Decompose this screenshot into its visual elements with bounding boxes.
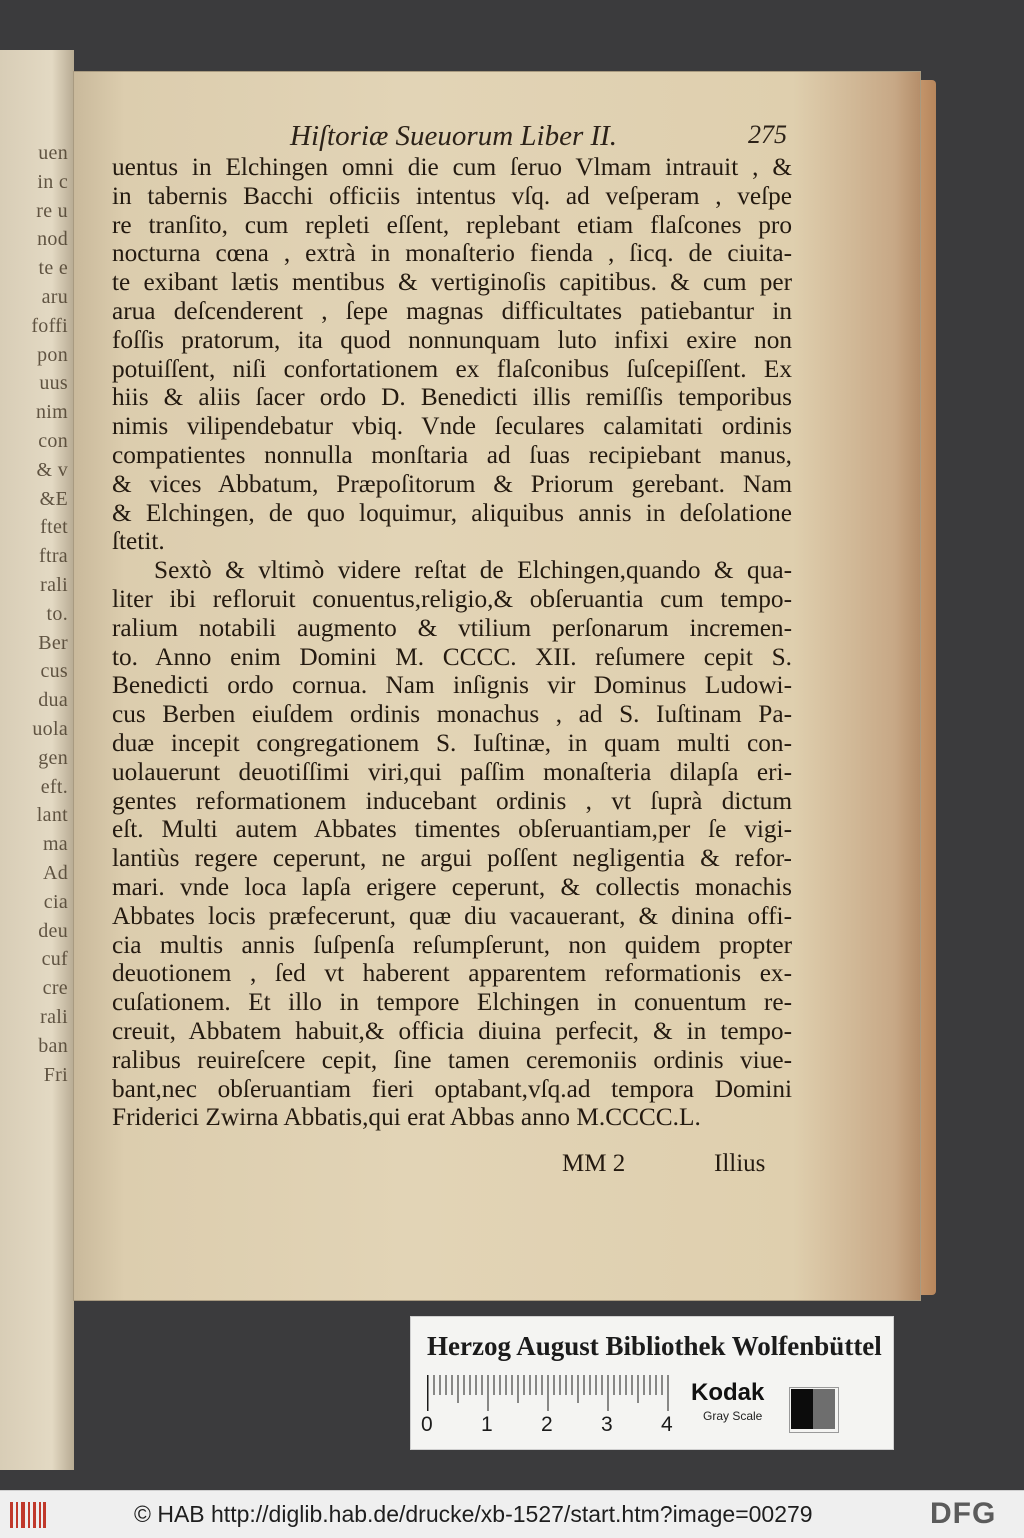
- left-page-fragment: uola: [32, 718, 68, 740]
- library-label-card: [410, 1316, 894, 1450]
- dfg-logo: DFG: [930, 1497, 997, 1530]
- text-line: lantiùs regere ceperunt, ne argui poſſent negligentia & refor-: [112, 844, 792, 873]
- text-line: te exibant lætis mentibus & vertiginoſis capitibus. & cum per: [112, 268, 792, 297]
- text-line: cuſationem. Et illo in tempore Elchingen in conuentum re-: [112, 988, 792, 1017]
- left-page-fragment: ban: [38, 1034, 68, 1057]
- left-page-fragment: nod: [37, 228, 68, 251]
- text-line: re tranſito, cum repleti eſſent, replebant etiam flaſcones pro: [112, 210, 792, 239]
- barcode-icon: [10, 1500, 46, 1530]
- left-page-fragment: cre: [42, 977, 68, 1000]
- ruler-number: 4: [661, 1413, 673, 1436]
- text-line: ſtetit.: [112, 527, 165, 556]
- page-number: 275: [748, 120, 787, 149]
- signature-mark: MM 2: [562, 1150, 626, 1177]
- text-line: bant,nec obſeruantiam fieri optabant,vſq.ad tempora Domini: [112, 1074, 792, 1103]
- gray-swatch: [813, 1389, 835, 1429]
- ruler-number: 1: [481, 1413, 493, 1436]
- text-line: nocturna cœna , extrà in monaſterio fienda , ſicq. de ciuita-: [112, 239, 792, 268]
- left-page-fragment: Ad: [42, 862, 68, 884]
- text-line: cia multis annis ſuſpenſa reſumpſerunt, non quidem propter: [112, 930, 792, 959]
- left-page-fragment: ftra: [39, 545, 68, 568]
- left-page-fragment: Ber: [38, 631, 68, 654]
- left-page-fragment: eft.: [40, 775, 68, 798]
- ruler-number: 0: [421, 1413, 433, 1436]
- text-line: in tabernis Bacchi officiis intentus vſq. ad veſperam , veſpe: [112, 181, 792, 210]
- text-line: & vices Abbatum, Præpoſitorum & Priorum gerebant. Nam: [112, 469, 792, 498]
- left-page-fragment: aru: [41, 286, 68, 308]
- left-page-fragment: deu: [38, 919, 68, 942]
- left-page-fragment: & v: [36, 458, 68, 481]
- left-page-fragment: nim: [35, 401, 68, 424]
- left-page-fragment: con: [38, 430, 68, 452]
- left-page-fragment: Fri: [43, 1063, 68, 1086]
- left-page-fragment: rali: [40, 574, 68, 596]
- left-page-fragment: uen: [38, 142, 68, 164]
- text-line: cus Berben eiuſdem ordinis monachus , ad S. Iuſtinam Pa-: [112, 700, 792, 729]
- left-page-fragment: &E: [39, 487, 68, 510]
- kodak-brand: Kodak: [691, 1379, 765, 1406]
- text-line: mari. vnde loca lapſa erigere ceperunt, & collectis monachis: [112, 872, 792, 901]
- left-page-fragment: rali: [40, 1006, 68, 1028]
- text-line: creuit, Abbatem habuit,& officia diuina perfecit, & in tempo-: [112, 1016, 792, 1045]
- left-page-fragment: cuf: [41, 948, 68, 971]
- left-page-fragment: pon: [37, 343, 68, 366]
- left-page-fragment: cia: [43, 890, 68, 913]
- catchword: Illius: [714, 1150, 766, 1177]
- left-page-fragment: te e: [38, 257, 68, 280]
- text-line: compatientes nonnulla monſtaria ad ſuas recipiebant manus,: [112, 440, 792, 469]
- text-line: Sextò & vltimò videre reſtat de Elchingen,quando & qua-: [154, 556, 792, 585]
- kodak-subtitle: Gray Scale: [703, 1409, 763, 1423]
- left-page-fragment: dua: [38, 689, 68, 712]
- text-line: Abbates locis præfecerunt, quæ diu vacauerant, & dinina offi-: [112, 901, 792, 930]
- text-line: nimis vilipendebatur vbiq. Vnde ſeculares calamitati ordinis: [112, 412, 792, 441]
- ruler-number: 2: [541, 1413, 553, 1436]
- ruler-number: 3: [601, 1413, 613, 1436]
- text-line: deuotionem , ſed vt haberent apparentem reformationis ex-: [112, 959, 792, 988]
- left-page-fragment: uus: [39, 372, 68, 395]
- library-name: Herzog August Bibliothek Wolfenbüttel: [427, 1331, 882, 1361]
- text-line: to. Anno enim Domini M. CCCC. XII. reſumere cepit S.: [112, 642, 792, 671]
- text-line: potuiſſent, niſi confortationem ex flaſconibus ſuſcepiſſent. Ex: [112, 354, 792, 383]
- body-text: [112, 153, 792, 1132]
- text-line: duæ incepit congregationem S. Iuſtinæ, in quam multi con-: [112, 728, 792, 757]
- scale-ruler: [427, 1375, 675, 1411]
- running-head: Hiſtoriæ Sueuorum Liber II.: [290, 120, 618, 152]
- left-page-fragment: lant: [36, 804, 68, 827]
- left-page-fragment: foffi: [31, 314, 68, 337]
- footer-link[interactable]: © HAB http://diglib.hab.de/drucke/xb-1527/start.htm?image=00279: [134, 1501, 813, 1527]
- text-line: & Elchingen, de quo loquimur, aliquibus annis in deſolatione: [112, 498, 792, 527]
- text-line: arua deſcenderent , ſepe magnas difficultates patiebantur in: [112, 296, 792, 325]
- left-page-fragment: ma: [42, 833, 68, 856]
- ruler-numbers: [421, 1413, 681, 1439]
- text-line: gentes reformationem inducebant ordinis , vt ſuprà dictum: [112, 786, 792, 815]
- text-line: hiis & aliis ſacer ordo D. Benedicti illis remiſſis temporibus: [112, 383, 792, 412]
- text-line: foſſis pratorum, ita quod nonnunquam luto infixi exire non: [112, 325, 792, 354]
- left-page-fragment: in c: [37, 170, 68, 193]
- left-page-fragment: cus: [40, 660, 68, 683]
- text-line: uentus in Elchingen omni die cum ſeruo Vlmam intrauit , &: [112, 153, 792, 181]
- left-page-fragment: gen: [38, 746, 68, 769]
- left-page-fragment: to.: [46, 602, 68, 625]
- left-page-fragment: re u: [36, 199, 68, 222]
- text-line: Friderici Zwirna Abbatis,qui erat Abbas anno M.CCCC.L.: [112, 1103, 701, 1132]
- black-swatch: [791, 1389, 813, 1429]
- text-line: ralibus reuireſcere cepit, ſine tamen ceremoniis ordinis viue-: [112, 1045, 792, 1074]
- footer-bar: [0, 1490, 1024, 1538]
- text-line: liter ibi refloruit conuentus,religio,& obſeruantia cum tempo-: [112, 584, 792, 613]
- text-line: Benedicti ordo cornua. Nam inſignis vir Dominus Ludowi-: [112, 671, 792, 700]
- text-line: ralium notabili augmento & vtilium perſonarum incremen-: [112, 613, 792, 642]
- text-line: eſt. Multi autem Abbates timentes obſeruantiam,per ſe vigi-: [112, 815, 792, 844]
- left-page-fragment: ftet: [40, 516, 68, 539]
- text-line: uolauerunt deuotiſſimi viri,qui paſſim monaſteria dilapſa eri-: [112, 757, 792, 786]
- left-page-edge: [0, 50, 74, 1470]
